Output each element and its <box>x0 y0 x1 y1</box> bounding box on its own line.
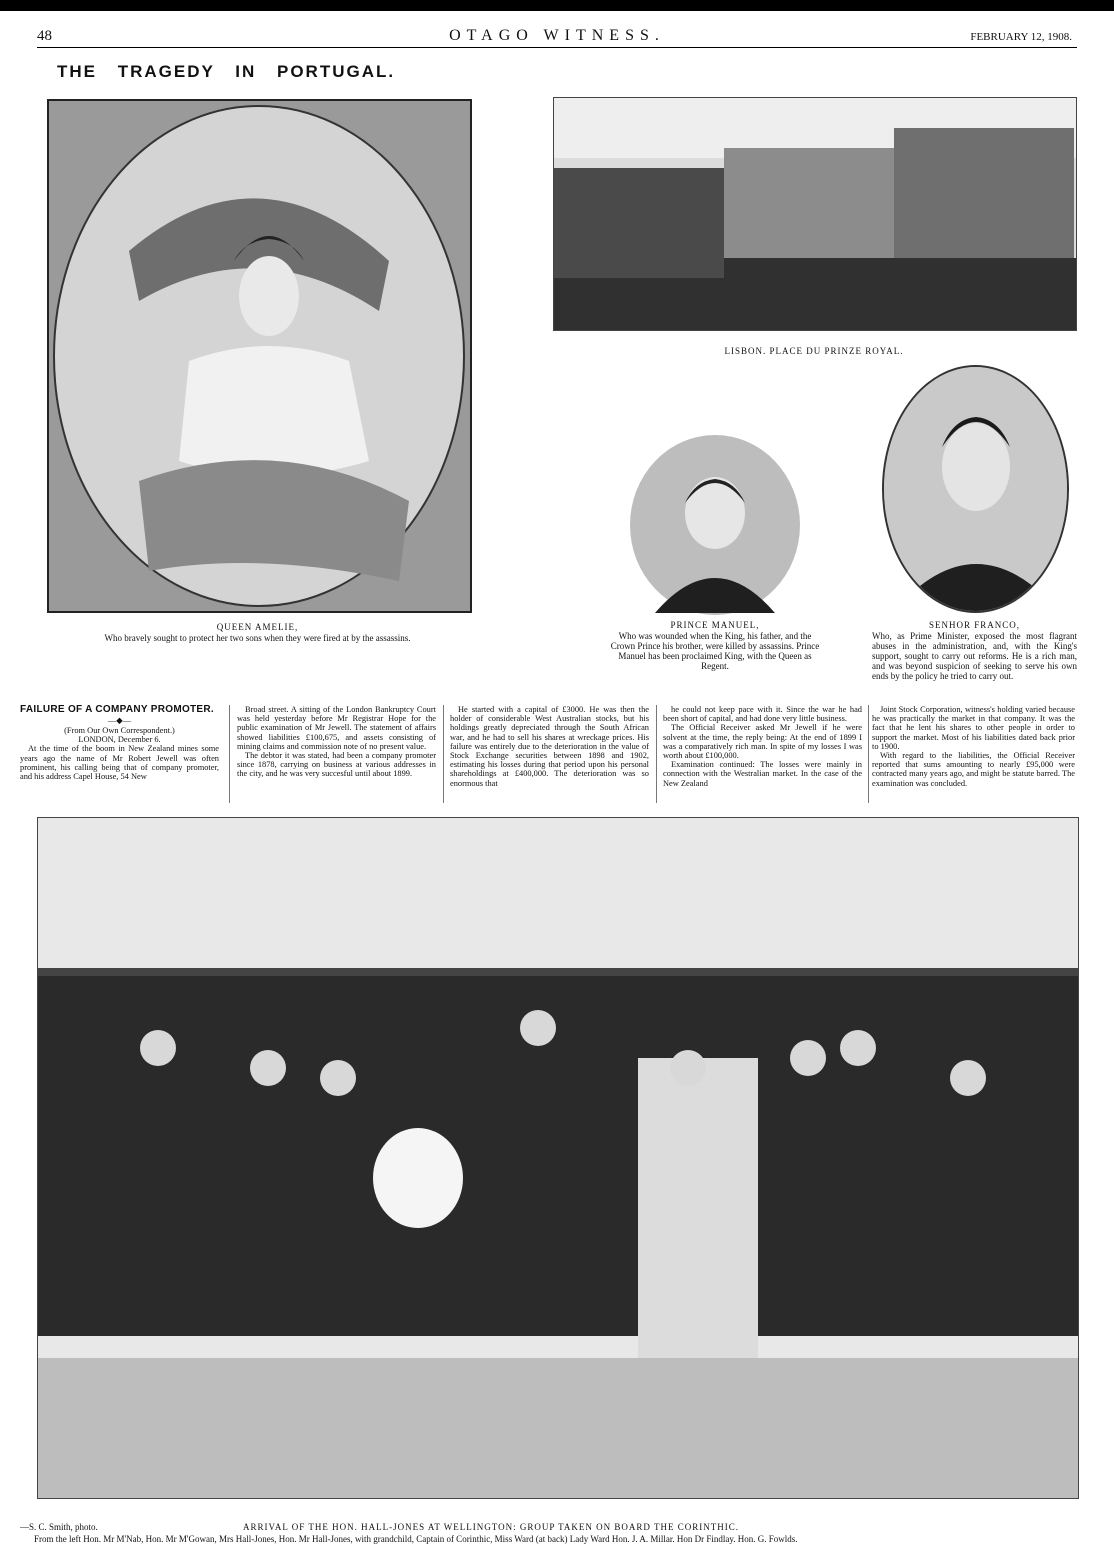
article-paragraph: The debtor it was stated, had been a company promoter since 1878, carrying on business at various addresses in the city, and he was very succesful until about 1899. <box>237 751 436 779</box>
article-column-4 <box>663 705 862 803</box>
top-border <box>0 0 1114 11</box>
article-paragraph: He started with a capital of £3000. He was then the holder of considerable West Australian stocks, but his holdings greatly depreciated through the South African war, and he had to sell his shares at wreckage prices. His failure was entirely due to the deterioration in the value of Stock Exchange securities between 1898 and 1902, estimating his losses during that period upon his personal shareholdings at £400,000. The deterioration was so enormous that <box>450 705 649 788</box>
lisbon-caption: LISBON. PLACE DU PRINZE ROYAL. <box>724 346 904 356</box>
article-dateline: LONDON, December 6. <box>78 735 161 745</box>
franco-caption-text: Who, as Prime Minister, exposed the most flagrant abuses in the administration, and, with the King's support, sought to carry out reforms. He is a rich man, and was beyond suspicion of seeking to serve his own ends by the policy he tried to carry out. <box>872 631 1077 681</box>
franco-caption-title: SENHOR FRANCO, <box>928 620 1020 630</box>
senhor-franco-photo <box>882 365 1069 613</box>
article-title: FAILURE OF A COMPANY PROMOTER. <box>20 704 215 715</box>
article-paragraph: The Official Receiver asked Mr Jewell if he were solvent at the time, the reply being: At the end of 1899 I was a comparatively rich man. In spite of my losses I was worth about £100,000. <box>663 723 862 761</box>
page-number: 48 <box>37 28 52 44</box>
franco-portrait-illustration <box>884 367 1067 611</box>
lisbon-photo <box>553 97 1077 331</box>
column-divider <box>443 705 444 803</box>
column-divider <box>229 705 230 803</box>
prince-caption-text: Who was wounded when the King, his father, and the Crown Prince his brother, were killed by assassins. Prince Manuel has been proclaimed King, with the Queen as Regent. <box>610 631 820 671</box>
article-paragraph: Joint Stock Corporation, witness's holding varied because he was practically the market in that company. It was the fact that he lent his shares to other people in order to support the market. Most of his liabilities dated back prior to 1900. <box>872 705 1075 751</box>
issue-date: FEBRUARY 12, 1908. <box>970 31 1072 43</box>
masthead: OTAGO WITNESS. <box>449 27 665 44</box>
article-byline: (From Our Own Correspondent.) <box>64 726 175 735</box>
column-divider <box>868 705 869 803</box>
article-paragraph: Examination continued: The losses were mainly in connection with the Westralian market. In the case of the New Zealand <box>663 760 862 788</box>
article-paragraph: Broad street. A sitting of the London Bankruptcy Court was held yesterday before Mr Registrar Hope for the public examination of Mr Jewell. The statement of affairs showed liabilities £100,675, and assets consisting of mining claims and commission note of no present value. <box>237 705 436 751</box>
article-paragraph: he could not keep pace with it. Since the war he had been short of capital, and had done very little business. <box>663 705 862 724</box>
article-column-3 <box>450 705 649 803</box>
article-paragraph: With regard to the liabilities, the Official Receiver reported that sums amounting to nearly £95,000 were contracted many years ago, and might be statute barred. The examination was concluded. <box>872 751 1075 788</box>
article-paragraph: At the time of the boom in New Zealand mines some years ago the name of Mr Robert Jewell was often prominent, his calling being that of company promoter, and his address Capel House, 54 New <box>20 744 219 782</box>
title-ornament: —◆— <box>107 716 132 725</box>
group-caption-names: From the left Hon. Mr M'Nab, Hon. Mr M'Gowan, Mrs Hall-Jones, Hon. Mr Hall-Jones, with grandchild, Captain of Corinthic, Miss Ward (at back) Lady Ward Hon. J. A. Millar. Hon Dr Findlay. Hon. G. Fowlds. <box>34 1534 798 1544</box>
page-headline: THE TRAGEDY IN PORTUGAL. <box>57 62 396 81</box>
article-column-5 <box>872 705 1075 803</box>
header-rule <box>37 47 1077 48</box>
queen-caption-text: Who bravely sought to protect her two sons when they were fired at by the assassins. <box>104 633 411 643</box>
group-caption-title: ARRIVAL OF THE HON. HALL-JONES AT WELLINGTON: GROUP TAKEN ON BOARD THE CORINTHIC. <box>243 1522 739 1532</box>
queen-caption-title: QUEEN AMELIE, <box>216 622 299 632</box>
queen-portrait-illustration <box>49 101 470 611</box>
photo-credit: —S. C. Smith, photo. <box>20 1522 98 1532</box>
prince-portrait-illustration <box>625 433 805 618</box>
article-column-1 <box>20 716 219 803</box>
article-column-2 <box>237 705 436 803</box>
group-photo-illustration <box>38 818 1078 1498</box>
column-divider <box>656 705 657 803</box>
prince-caption-title: PRINCE MANUEL, <box>670 620 760 630</box>
prince-manuel-photo <box>625 433 805 618</box>
queen-amelie-photo <box>47 99 472 613</box>
group-photo <box>37 817 1079 1499</box>
lisbon-illustration <box>554 98 1076 330</box>
